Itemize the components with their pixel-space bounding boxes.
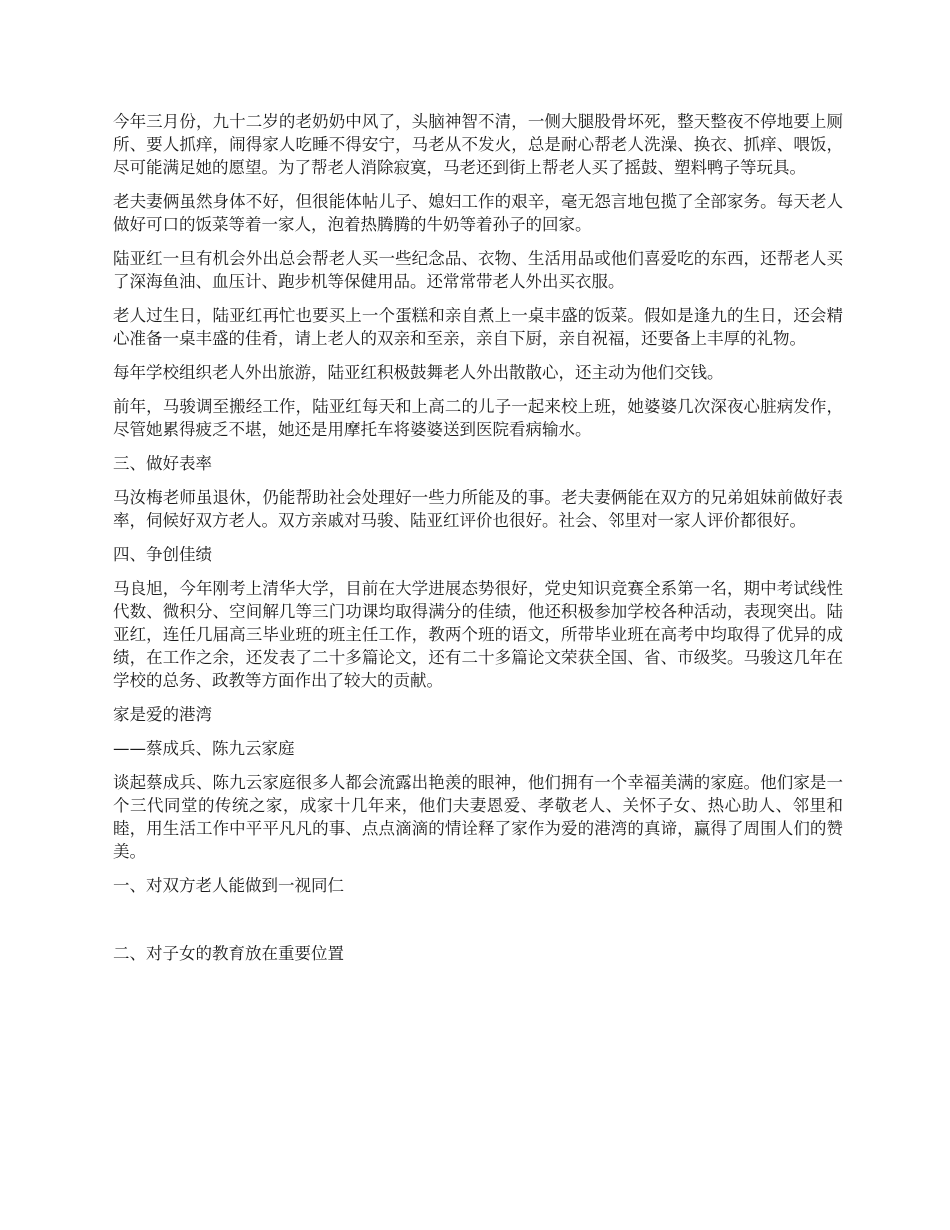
- section-heading-4: 四、争创佳绩: [113, 545, 212, 564]
- paragraph-elderly-couple: 老夫妻俩虽然身体不好，但很能体帖儿子、媳妇工作的艰辛，毫无怨言地包揽了全部家务。每天老人做好可口的饭菜等着一家人，泡着热腾腾的牛奶等着孙子的回家。: [113, 192, 843, 234]
- article-title: 家是爱的港湾: [113, 705, 212, 724]
- paragraph-introduction: 谈起蔡成兵、陈九云家庭很多人都会流露出艳羡的眼神，他们拥有一个幸福美满的家庭。他们家是一个三代同堂的传统之家，成家十几年来，他们夫妻恩爱、孝敬老人、关怀子女、热心助人、邻里和睦，用生活工作中平平凡凡的事、点点滴滴的情诠释了家作为爱的港湾的真谛，赢得了周围人们的赞美。: [113, 773, 843, 861]
- section-heading-2: 二、对子女的教育放在重要位置: [113, 944, 344, 963]
- section-heading-3: 三、做好表率: [113, 454, 212, 473]
- paragraph-luyahong-gifts: 陆亚红一旦有机会外出总会帮老人买一些纪念品、衣物、生活用品或他们喜爱吃的东西，还帮老人买了深海鱼油、血压计、跑步机等保健用品。还常常带老人外出买衣服。: [113, 249, 843, 291]
- paragraph-travel: 每年学校组织老人外出旅游，陆亚红积极鼓舞老人外出散散心，还主动为他们交钱。: [113, 363, 724, 382]
- paragraph-grandma-care: 今年三月份，九十二岁的老奶奶中风了，头脑神智不清，一侧大腿股骨坏死，整天整夜不停地要上厕所、要人抓痒，闹得家人吃睡不得安宁，马老从不发火，总是耐心帮老人洗澡、换衣、抓痒、喂饭，尽可能满足她的愿望。为了帮老人消除寂寞，马老还到街上帮老人买了摇鼓、塑料鸭子等玩具。: [113, 112, 843, 177]
- paragraph-role-model: 马汝梅老师虽退休，仍能帮助社会处理好一些力所能及的事。老夫妻俩能在双方的兄弟姐妹前做好表率，伺候好双方老人。双方亲戚对马骏、陆亚红评价也很好。社会、邻里对一家人评价都很好。: [113, 488, 843, 530]
- document-page: [113, 110, 843, 976]
- section-heading-1: 一、对双方老人能做到一视同仁: [113, 876, 344, 895]
- article-subtitle: ——蔡成兵、陈九云家庭: [113, 739, 295, 758]
- paragraph-achievements: 马良旭，今年刚考上清华大学，目前在大学进展态势很好，党史知识竞赛全系第一名，期中考试线性代数、微积分、空间解几等三门功课均取得满分的佳绩，他还积极参加学校各种活动，表现突出。陆亚红，连任几届高三毕业班的班主任工作，教两个班的语文，所带毕业班在高考中均取得了优异的成绩，在工作之余，还发表了二十多篇论文，还有二十多篇论文荣获全国、省、市级奖。马骏这几年在学校的总务、政教等方面作出了较大的贡献。: [113, 579, 843, 690]
- paragraph-birthday: 老人过生日，陆亚红再忙也要买上一个蛋糕和亲自煮上一桌丰盛的饭菜。假如是逢九的生日，还会精心准备一桌丰盛的佳肴，请上老人的双亲和至亲，亲自下厨，亲自祝福，还要备上丰厚的礼物。: [113, 306, 843, 348]
- paragraph-hospital: 前年，马骏调至搬经工作，陆亚红每天和上高二的儿子一起来校上班，她婆婆几次深夜心脏病发作，尽管她累得疲乏不堪，她还是用摩托车将婆婆送到医院看病输水。: [113, 397, 843, 439]
